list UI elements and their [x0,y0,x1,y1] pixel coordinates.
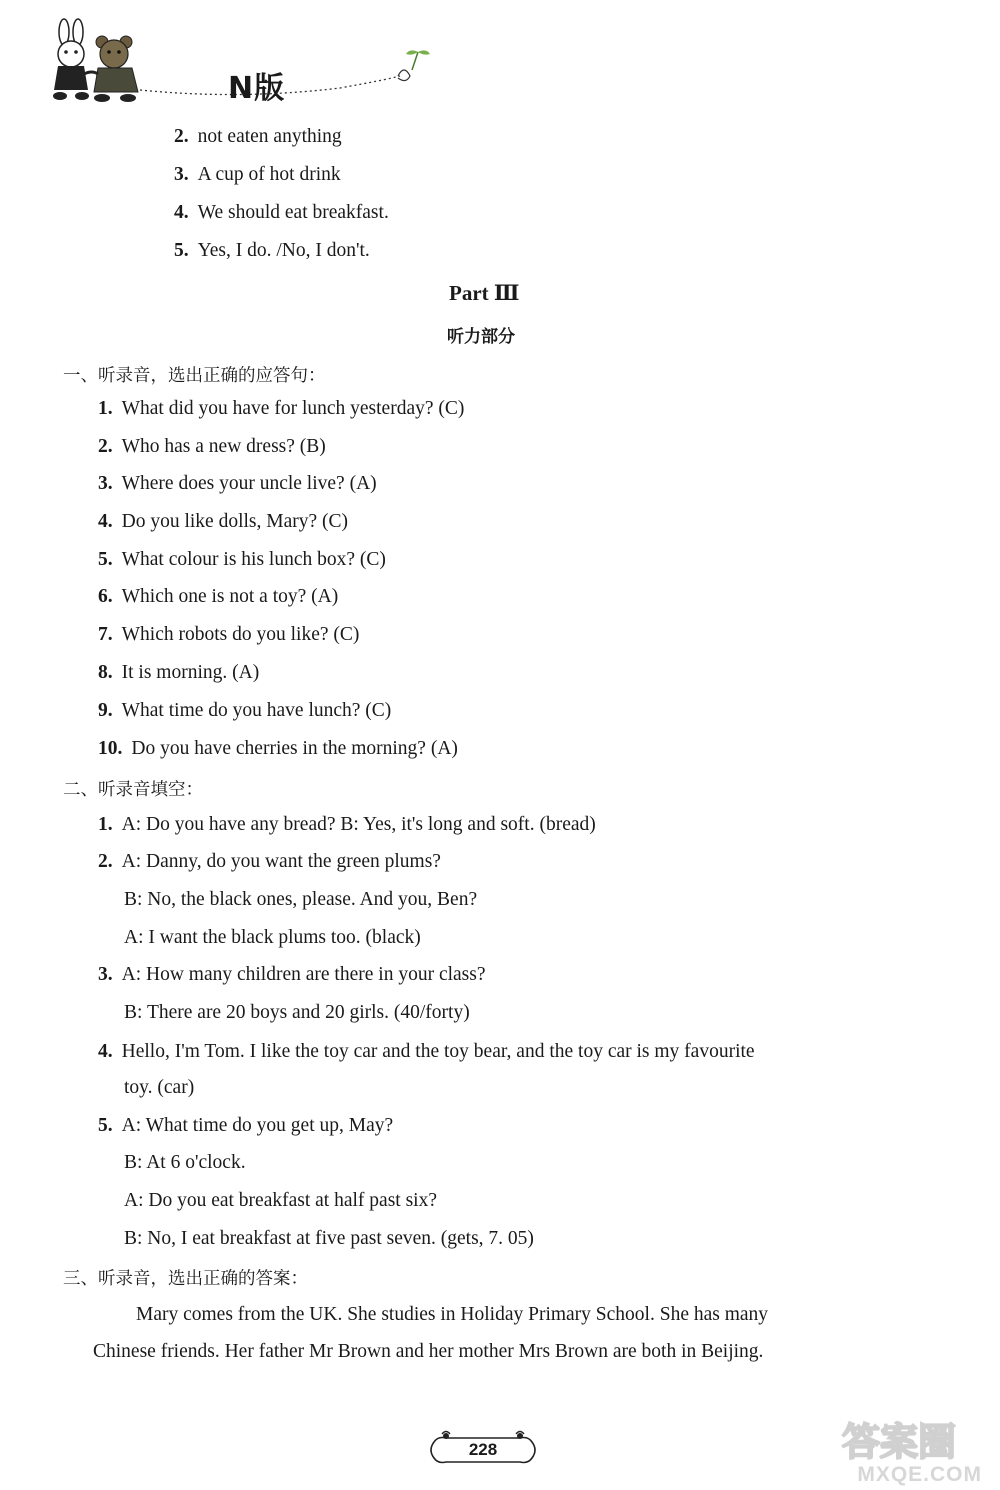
part-title: Part Ⅲ [449,281,520,305]
edition-label: N版 [228,71,286,106]
list-item: 7. Which robots do you like? (C) [98,624,360,645]
list-item: 4. Hello, I'm Tom. I like the toy car and the toy bear, and the toy car is my favourite [98,1041,755,1062]
list-item: 2. not eaten anything [174,126,342,147]
section-heading: 二、听录音填空： [63,780,203,800]
list-item: B: At 6 o'clock. [124,1152,246,1173]
list-item: 1. What did you have for lunch yesterday? (C) [98,398,465,419]
list-item: 5. A: What time do you get up, May? [98,1115,394,1136]
section-heading: 三、听录音，选出正确的答案： [63,1269,308,1289]
list-item: toy. (car) [124,1077,195,1098]
list-item: 4. We should eat breakfast. [174,202,389,223]
list-item: 6. Which one is not a toy? (A) [98,586,339,607]
list-item: 3. Where does your uncle live? (A) [98,473,377,494]
list-item: B: No, I eat breakfast at five past seven. (gets, 7. 05) [124,1228,534,1249]
page-number: 228 [424,1428,542,1472]
list-item: B: No, the black ones, please. And you, Ben? [124,889,478,910]
section-subtitle: 听力部分 [447,327,515,347]
list-item: 3. A: How many children are there in your class? [98,964,486,985]
section-heading: 一、听录音，选出正确的应答句： [63,366,326,386]
list-item: A: Do you eat breakfast at half past six? [124,1190,437,1211]
list-item: 8. It is morning. (A) [98,662,260,683]
watermark-logo-icon [814,1415,984,1465]
list-item: A: I want the black plums too. (black) [124,927,421,948]
list-item: 3. A cup of hot drink [174,164,341,185]
list-item: 9. What time do you have lunch? (C) [98,700,392,721]
svg-text:答案圈: 答案圈 [841,1420,957,1464]
list-item: 1. A: Do you have any bread? B: Yes, it's long and soft. (bread) [98,814,596,835]
watermark [814,1415,984,1487]
list-item: 5. Yes, I do. /No, I don't. [174,240,370,261]
paragraph-line: Mary comes from the UK. She studies in Holiday Primary School. She has many [136,1304,769,1325]
list-item: 4. Do you like dolls, Mary? (C) [98,511,349,532]
list-item: 2. A: Danny, do you want the green plums? [98,851,441,872]
watermark-text: MXQE.COM [857,1463,982,1486]
list-item: 5. What colour is his lunch box? (C) [98,549,386,570]
list-item: 10. Do you have cherries in the morning? (A) [98,738,458,759]
list-item: 2. Who has a new dress? (B) [98,436,326,457]
list-item: B: There are 20 boys and 20 girls. (40/forty) [124,1002,470,1023]
paragraph-line: Chinese friends. Her father Mr Brown and her mother Mrs Brown are both in Beijing. [93,1341,764,1362]
page-header [40,18,440,108]
